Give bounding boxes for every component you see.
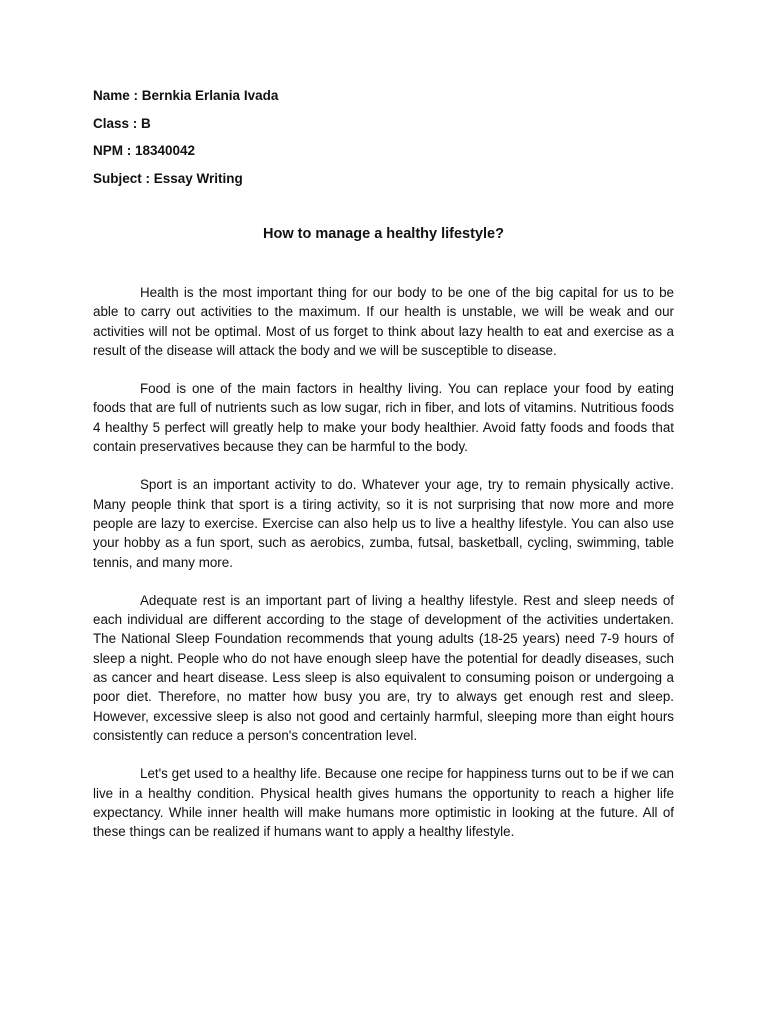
student-class: Class : B: [93, 115, 151, 131]
student-name: Name : Bernkia Erlania Ivada: [93, 88, 279, 103]
paragraph-conclusion: Let's get used to a healthy life. Because one recipe for happiness turns out to be if we can live in a healthy condition. Physical health gives humans the opportunity to reach a higher life expectancy. While inner health will make humans more optimistic in looking at the future. All of these things can be realized if humans want to apply a healthy lifestyle.: [93, 766, 674, 840]
paragraph-rest: Adequate rest is an important part of living a healthy lifestyle. Rest and sleep needs of each individual are different according to the stage of development of the activities undertaken. The National Sleep Foundation recommends that young adults (18-25 years) need 7-9 hours of sleep a night. People who do not have enough sleep have the potential for deadly diseases, such as cancer and heart disease. Less sleep is also equivalent to consuming poison or undergoing a poor diet. Therefore, no matter how busy you are, try to always get enough rest and sleep. However, excessive sleep is also not good and certainly harmful, sleeping more than eight hours consistently can reduce a person's concentration level.: [93, 592, 674, 743]
essay-body: [93, 283, 674, 860]
paragraph-health: Health is the most important thing for our body to be one of the big capital for us to be able to carry out activities to the maximum. If our health is unstable, we will be weak and our activities will not be optimal. Most of us forget to think about lazy health to eat and exercise as a result of the disease will attack the body and we will be susceptible to disease.: [93, 285, 674, 358]
student-npm: NPM : 18340042: [93, 143, 196, 158]
essay-title: How to manage a healthy lifestyle?: [263, 226, 504, 242]
subject-line: Subject : Essay Writing: [93, 170, 243, 186]
student-info-header: [93, 87, 493, 197]
paragraph-food: Food is one of the main factors in healthy living. You can replace your food by eating foods that are full of nutrients such as low sugar, rich in fiber, and lots of vitamins. Nutritious foods 4 healthy 5 perfect will greatly help to make your body healthier. Avoid fatty foods and foods that contain preservatives because they can be harmful to the body.: [93, 381, 674, 455]
paragraph-sport: Sport is an important activity to do. Whatever your age, try to remain physically active. Many people think that sport is a tiring activity, so it is not surprising that now more and more people are lazy to exercise. Exercise can also help us to live a healthy lifestyle. You can also use your hobby as a fun sport, such as aerobics, zumba, futsal, basketball, cycling, swimming, table tennis, and many more.: [93, 477, 674, 570]
